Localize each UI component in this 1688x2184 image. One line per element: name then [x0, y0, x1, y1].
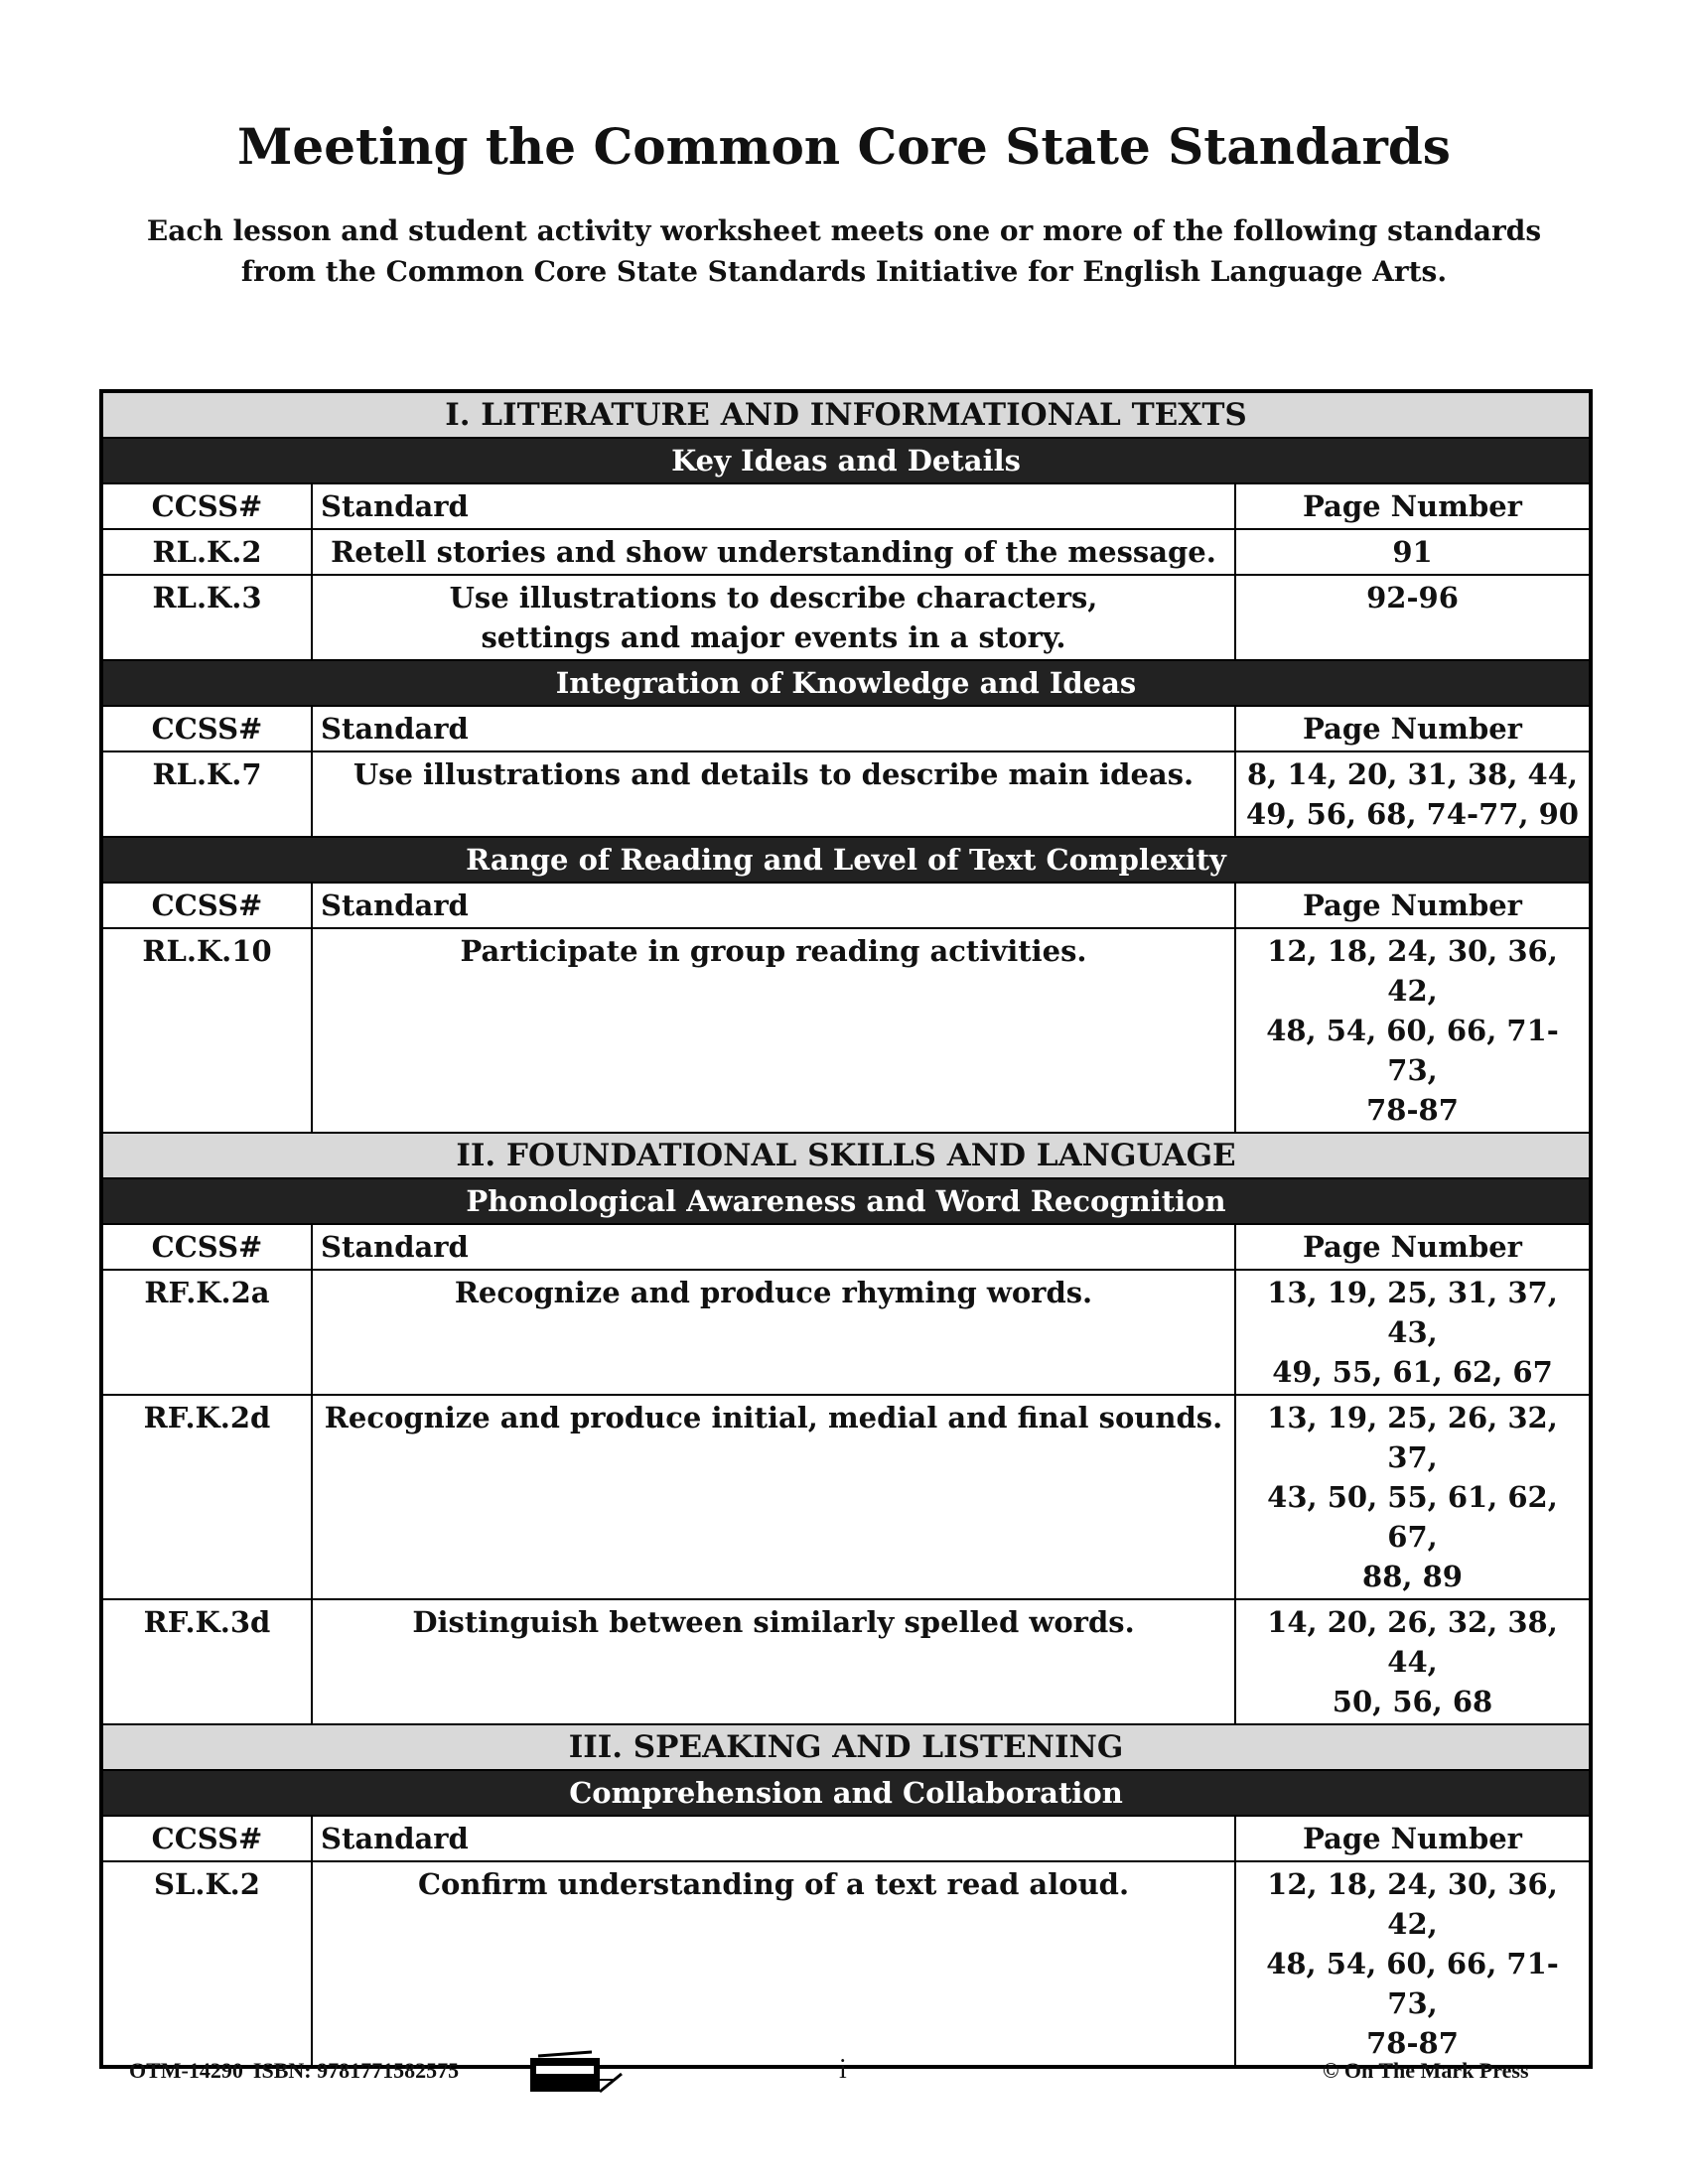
ccss-code: SL.K.2 — [101, 1861, 312, 2067]
column-header-page: Page Number — [1235, 483, 1591, 529]
table-row — [101, 1861, 1591, 2067]
page-title: Meeting the Common Core State Standards — [237, 117, 1451, 176]
isbn: ISBN: 9781771582575 — [252, 2058, 460, 2083]
column-header-ccss: CCSS# — [101, 883, 312, 928]
column-header-page: Page Number — [1235, 1816, 1591, 1861]
subsection-heading-row — [101, 660, 1591, 706]
page-subtitle — [0, 210, 1688, 292]
footer-product-info — [129, 2058, 469, 2084]
page-numbers: 14, 20, 26, 32, 38, 44, 50, 56, 68 — [1235, 1599, 1591, 1724]
table-row — [101, 751, 1591, 837]
page-numbers: 12, 18, 24, 30, 36, 42, 48, 54, 60, 66, 71-73, 78-87 — [1235, 1861, 1591, 2067]
column-header-standard: Standard — [312, 483, 1235, 529]
section-heading-row — [101, 1724, 1591, 1770]
page-footer — [0, 2050, 1688, 2090]
table-row — [101, 1270, 1591, 1395]
table-row — [101, 1599, 1591, 1724]
standard-text: Participate in group reading activities. — [312, 928, 1235, 1133]
page-number: i — [839, 2054, 847, 2085]
column-header-standard: Standard — [312, 1816, 1235, 1861]
standard-text: Use illustrations and details to describe main ideas. — [312, 751, 1235, 837]
column-header-row — [101, 883, 1591, 928]
column-header-standard: Standard — [312, 883, 1235, 928]
column-header-page: Page Number — [1235, 706, 1591, 751]
ccss-code: RL.K.7 — [101, 751, 312, 837]
photocopier-icon — [528, 2050, 624, 2096]
ccss-code: RL.K.3 — [101, 575, 312, 660]
page-numbers: 91 — [1235, 529, 1591, 575]
standard-text: Recognize and produce initial, medial and final sounds. — [312, 1395, 1235, 1599]
section-heading: II. FOUNDATIONAL SKILLS AND LANGUAGE — [101, 1133, 1591, 1178]
standard-text: Retell stories and show understanding of the message. — [312, 529, 1235, 575]
column-header-ccss: CCSS# — [101, 1224, 312, 1270]
table-row — [101, 529, 1591, 575]
subsection-heading: Range of Reading and Level of Text Complexity — [101, 837, 1591, 883]
ccss-code: RL.K.10 — [101, 928, 312, 1133]
column-header-row — [101, 1224, 1591, 1270]
subsection-heading-row — [101, 1770, 1591, 1816]
column-header-row — [101, 706, 1591, 751]
standard-text: Use illustrations to describe characters, settings and major events in a story. — [312, 575, 1235, 660]
ccss-code: RL.K.2 — [101, 529, 312, 575]
section-heading-row — [101, 391, 1591, 438]
copyright: © On The Mark Press — [1323, 2058, 1529, 2083]
standard-text: Recognize and produce rhyming words. — [312, 1270, 1235, 1395]
standard-text: Confirm understanding of a text read aloud. — [312, 1861, 1235, 2067]
ccss-code: RF.K.3d — [101, 1599, 312, 1724]
column-header-page: Page Number — [1235, 1224, 1591, 1270]
column-header-row — [101, 483, 1591, 529]
subsection-heading: Integration of Knowledge and Ideas — [101, 660, 1591, 706]
column-header-row — [101, 1816, 1591, 1861]
subtitle-line: from the Common Core State Standards Initiative for English Language Arts. — [240, 255, 1448, 288]
table-row — [101, 575, 1591, 660]
table-row — [101, 928, 1591, 1133]
section-heading-row — [101, 1133, 1591, 1178]
page-numbers: 92-96 — [1235, 575, 1591, 660]
product-code: OTM-14290 — [129, 2058, 243, 2083]
subsection-heading-row — [101, 1178, 1591, 1224]
standards-table — [99, 389, 1593, 2069]
subsection-heading: Comprehension and Collaboration — [101, 1770, 1591, 1816]
section-heading: I. LITERATURE AND INFORMATIONAL TEXTS — [101, 391, 1591, 438]
column-header-ccss: CCSS# — [101, 483, 312, 529]
page-numbers: 13, 19, 25, 31, 37, 43, 49, 55, 61, 62, 67 — [1235, 1270, 1591, 1395]
page-numbers: 8, 14, 20, 31, 38, 44, 49, 56, 68, 74-77, 90 — [1235, 751, 1591, 837]
standard-text: Distinguish between similarly spelled words. — [312, 1599, 1235, 1724]
subsection-heading: Key Ideas and Details — [101, 438, 1591, 483]
subsection-heading-row — [101, 438, 1591, 483]
ccss-code: RF.K.2d — [101, 1395, 312, 1599]
column-header-ccss: CCSS# — [101, 1816, 312, 1861]
column-header-ccss: CCSS# — [101, 706, 312, 751]
subsection-heading-row — [101, 837, 1591, 883]
subtitle-line: Each lesson and student activity worksheet meets one or more of the following standards — [146, 214, 1542, 247]
table-row — [101, 1395, 1591, 1599]
column-header-standard: Standard — [312, 706, 1235, 751]
section-heading: III. SPEAKING AND LISTENING — [101, 1724, 1591, 1770]
page-numbers: 13, 19, 25, 26, 32, 37, 43, 50, 55, 61, 62, 67, 88, 89 — [1235, 1395, 1591, 1599]
column-header-page: Page Number — [1235, 883, 1591, 928]
column-header-standard: Standard — [312, 1224, 1235, 1270]
ccss-code: RF.K.2a — [101, 1270, 312, 1395]
subsection-heading: Phonological Awareness and Word Recognition — [101, 1178, 1591, 1224]
page-numbers: 12, 18, 24, 30, 36, 42, 48, 54, 60, 66, 71-73, 78-87 — [1235, 928, 1591, 1133]
